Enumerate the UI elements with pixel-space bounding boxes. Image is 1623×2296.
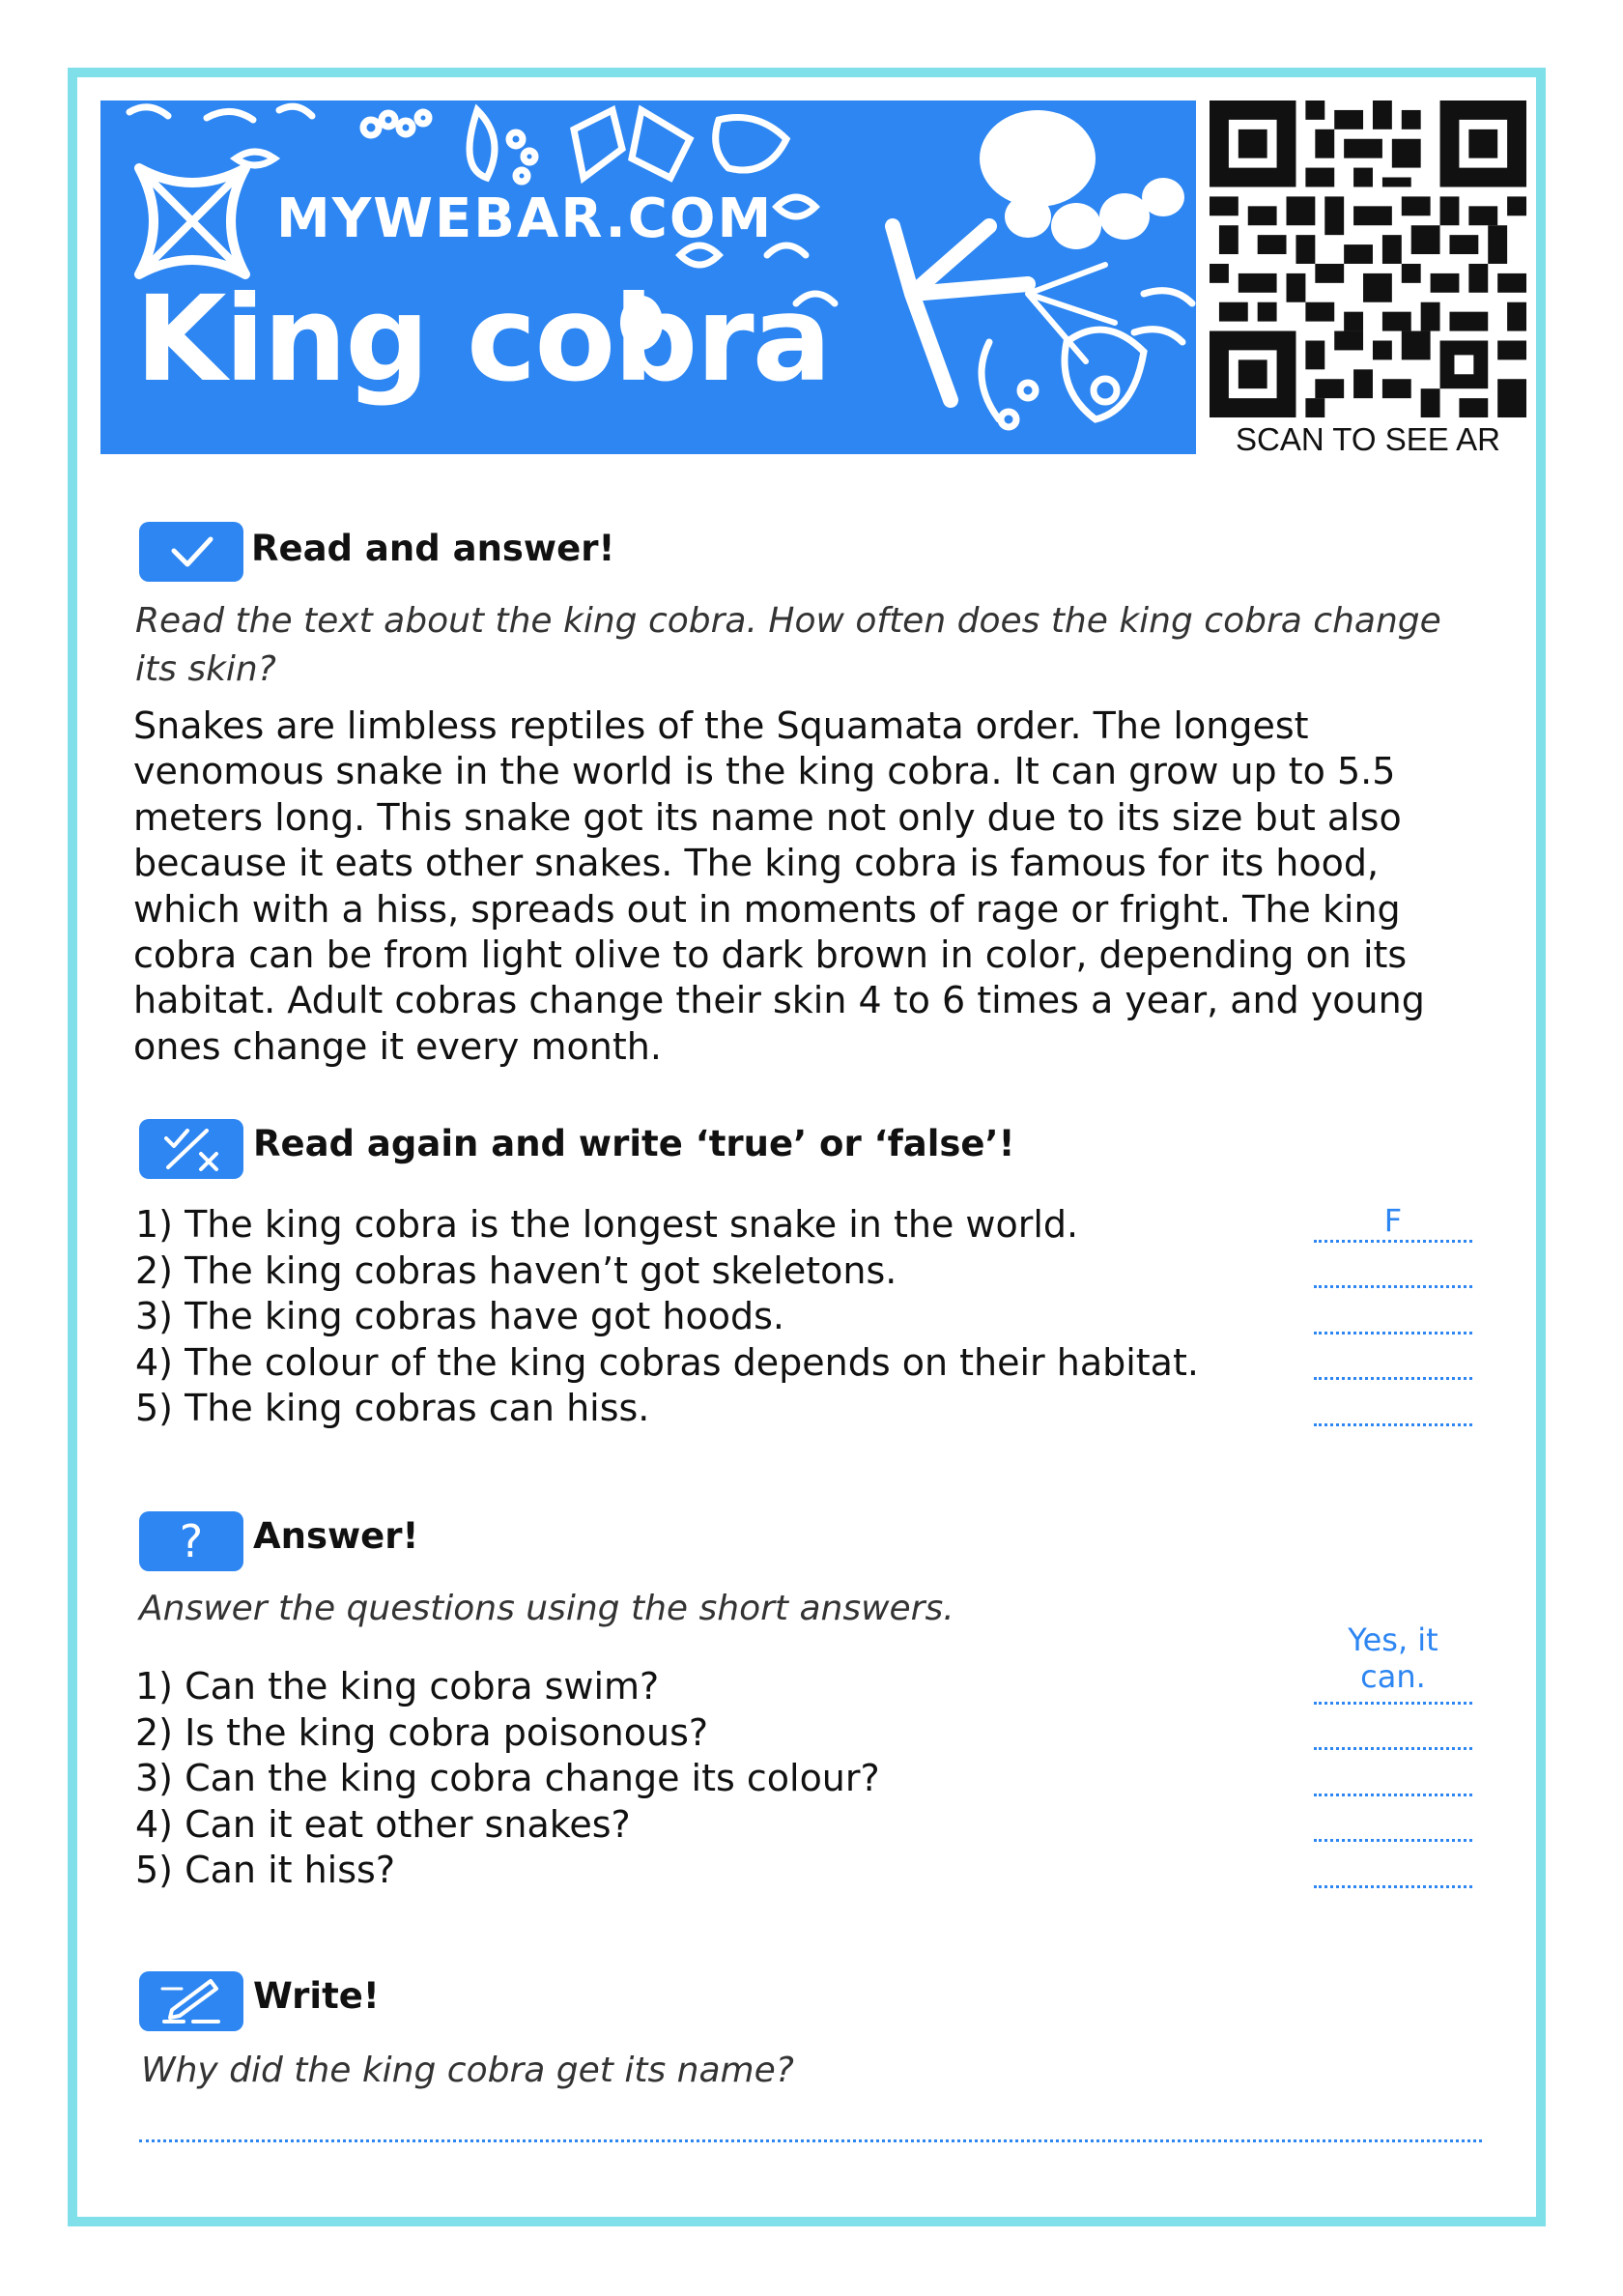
answer-field[interactable] [1314,1294,1472,1340]
list-item: 1) The king cobra is the longest snake in the world. [135,1203,1079,1246]
section-instruction-answer: Answer the questions using the short answers. [139,1589,954,1628]
short-answers [1314,1621,1472,1894]
writing-line[interactable] [139,2139,1482,2142]
list-item: 3) Can the king cobra change its colour? [135,1757,880,1799]
header-banner [100,100,1196,454]
answer-field[interactable] [1314,1340,1472,1387]
answer-field[interactable] [1314,1848,1472,1894]
section-heading-true-false: Read again and write ‘true’ or ‘false’! [253,1123,1015,1164]
answer-field[interactable]: F [1314,1202,1472,1248]
answer-field[interactable] [1314,1386,1472,1432]
answer-field[interactable]: Yes, it can. [1314,1664,1472,1710]
answer-field[interactable] [1314,1756,1472,1802]
section-instruction-write: Why did the king cobra get its name? [141,2051,794,2090]
list-item: 2) Is the king cobra poisonous? [135,1710,709,1754]
answer-field[interactable] [1314,1248,1472,1295]
qr-code-icon[interactable] [1210,100,1526,417]
checkmark-icon [139,522,243,582]
pen-write-icon [139,1971,243,2031]
section-heading-read: Read and answer! [251,528,615,569]
true-false-list [135,1202,1295,1432]
section-instruction-read: Read the text about the king cobra. How often does the king cobra change its skin? [135,601,1441,689]
list-item: 2) The king cobras haven’t got skeletons. [135,1248,897,1292]
list-item: 4) Can it eat other snakes? [135,1802,631,1846]
question-mark-icon [139,1511,243,1571]
question-list [135,1664,1295,1894]
svg-text:?: ? [179,1515,204,1567]
reading-text: Snakes are limbless reptiles of the Squamata order. The longest venomous snake in the world is the king cobra. It can grow up to 5.5 meters long. This snake got its name not only due to its size but also because it eats other snakes. The king cobra is famous for its hood, which with a hiss, spreads out in moments of rage or fright. The king cobra can be from light olive to dark brown in color, depending on its habitat. Adult cobras change their skin 4 to 6 times a year, and young ones change it every month. [133,704,1425,1068]
list-item: 1) Can the king cobra swim? [135,1665,660,1708]
page-title: King cobra [135,271,830,408]
list-item: 3) The king cobras have got hoods. [135,1295,784,1337]
section-heading-answer: Answer! [253,1515,419,1557]
brand-logo-icon [129,158,255,284]
qr-label: SCAN TO SEE AR [1236,421,1500,457]
list-item: 4) The colour of the king cobras depends on their habitat. [135,1340,1199,1384]
list-item: 5) Can it hiss? [135,1849,396,1891]
answer-field[interactable] [1314,1802,1472,1849]
section-heading-write: Write! [253,1975,380,2017]
list-item: 5) The king cobras can hiss. [135,1387,650,1429]
true-false-answers [1314,1202,1472,1432]
check-cross-icon [139,1119,243,1179]
brand-name: MYWEBAR.COM [276,187,774,250]
answer-field[interactable] [1314,1710,1472,1757]
